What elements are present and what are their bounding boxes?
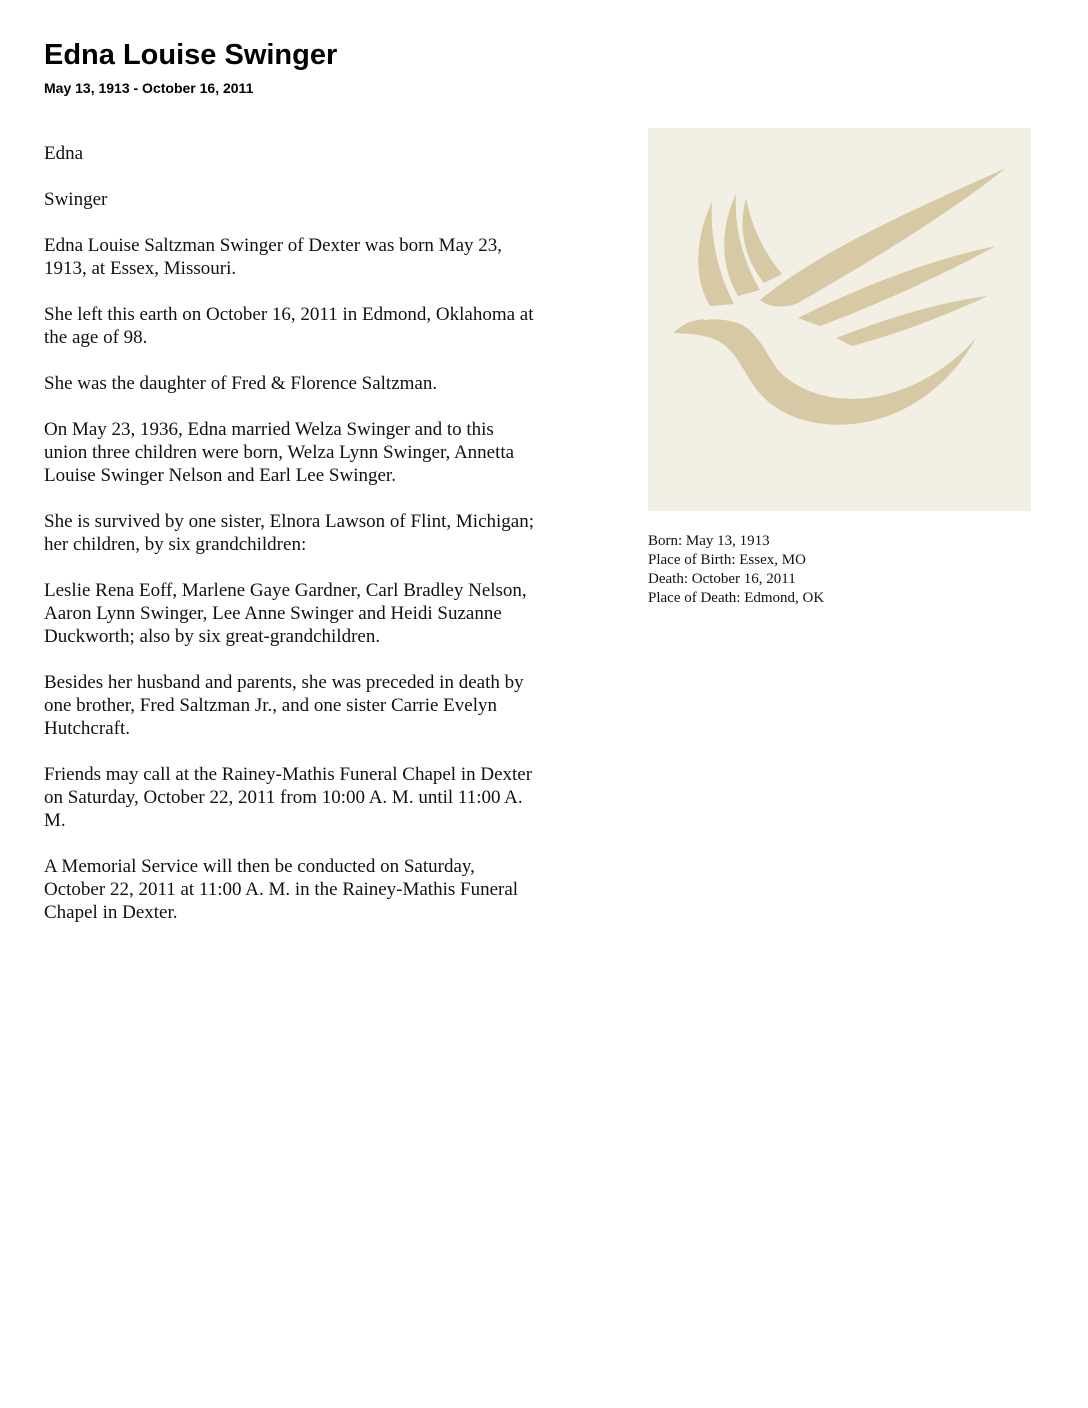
born-date: Born: May 13, 1913	[648, 533, 770, 549]
obituary-paragraph: A Memorial Service will then be conducted on Saturday, October 22, 2011 at 11:00 A. M. in the Rainey-Mathis Funeral Chapel in Dexter.	[44, 856, 519, 923]
birth-place: Place of Birth: Essex, MO	[648, 552, 806, 568]
obituary-paragraph: Friends may call at the Rainey-Mathis Funeral Chapel in Dexter on Saturday, October 22, 2011 from 10:00 A. M. until 11:00 A. M.	[44, 764, 533, 831]
obituary-paragraph: Edna	[44, 143, 84, 164]
page-title: Edna Louise Swinger	[44, 39, 338, 71]
obituary-paragraph: She was the daughter of Fred & Florence Saltzman.	[44, 373, 438, 394]
obituary-paragraph: She left this earth on October 16, 2011 in Edmond, Oklahoma at the age of 98.	[44, 304, 534, 348]
death-place: Place of Death: Edmond, OK	[648, 590, 825, 606]
obituary-header	[44, 36, 644, 98]
obituary-paragraph: Leslie Rena Eoff, Marlene Gaye Gardner, Carl Bradley Nelson, Aaron Lynn Swinger, Lee Anne Swinger and Heidi Suzanne Duckworth; also by six great-grandchildren.	[44, 580, 527, 647]
death-date: Death: October 16, 2011	[648, 571, 796, 587]
obituary-paragraph: Besides her husband and parents, she was preceded in death by one brother, Fred Saltzman Jr., and one sister Carrie Evelyn Hutchcraft.	[44, 672, 524, 739]
obituary-paragraph: Swinger	[44, 189, 108, 210]
obituary-paragraph: Edna Louise Saltzman Swinger of Dexter was born May 23, 1913, at Essex, Missouri.	[44, 235, 503, 279]
obituary-text	[44, 142, 609, 947]
dove-icon	[648, 128, 1031, 511]
obituary-paragraph: She is survived by one sister, Elnora Lawson of Flint, Michigan; her children, by six grandchildren:	[44, 511, 535, 555]
life-dates: May 13, 1913 - October 16, 2011	[44, 80, 254, 96]
vital-facts	[648, 532, 1031, 608]
dove-image	[648, 128, 1031, 511]
obituary-paragraph: On May 23, 1936, Edna married Welza Swinger and to this union three children were born, Welza Lynn Swinger, Annetta Louise Swinger Nelson and Earl Lee Swinger.	[44, 419, 515, 486]
